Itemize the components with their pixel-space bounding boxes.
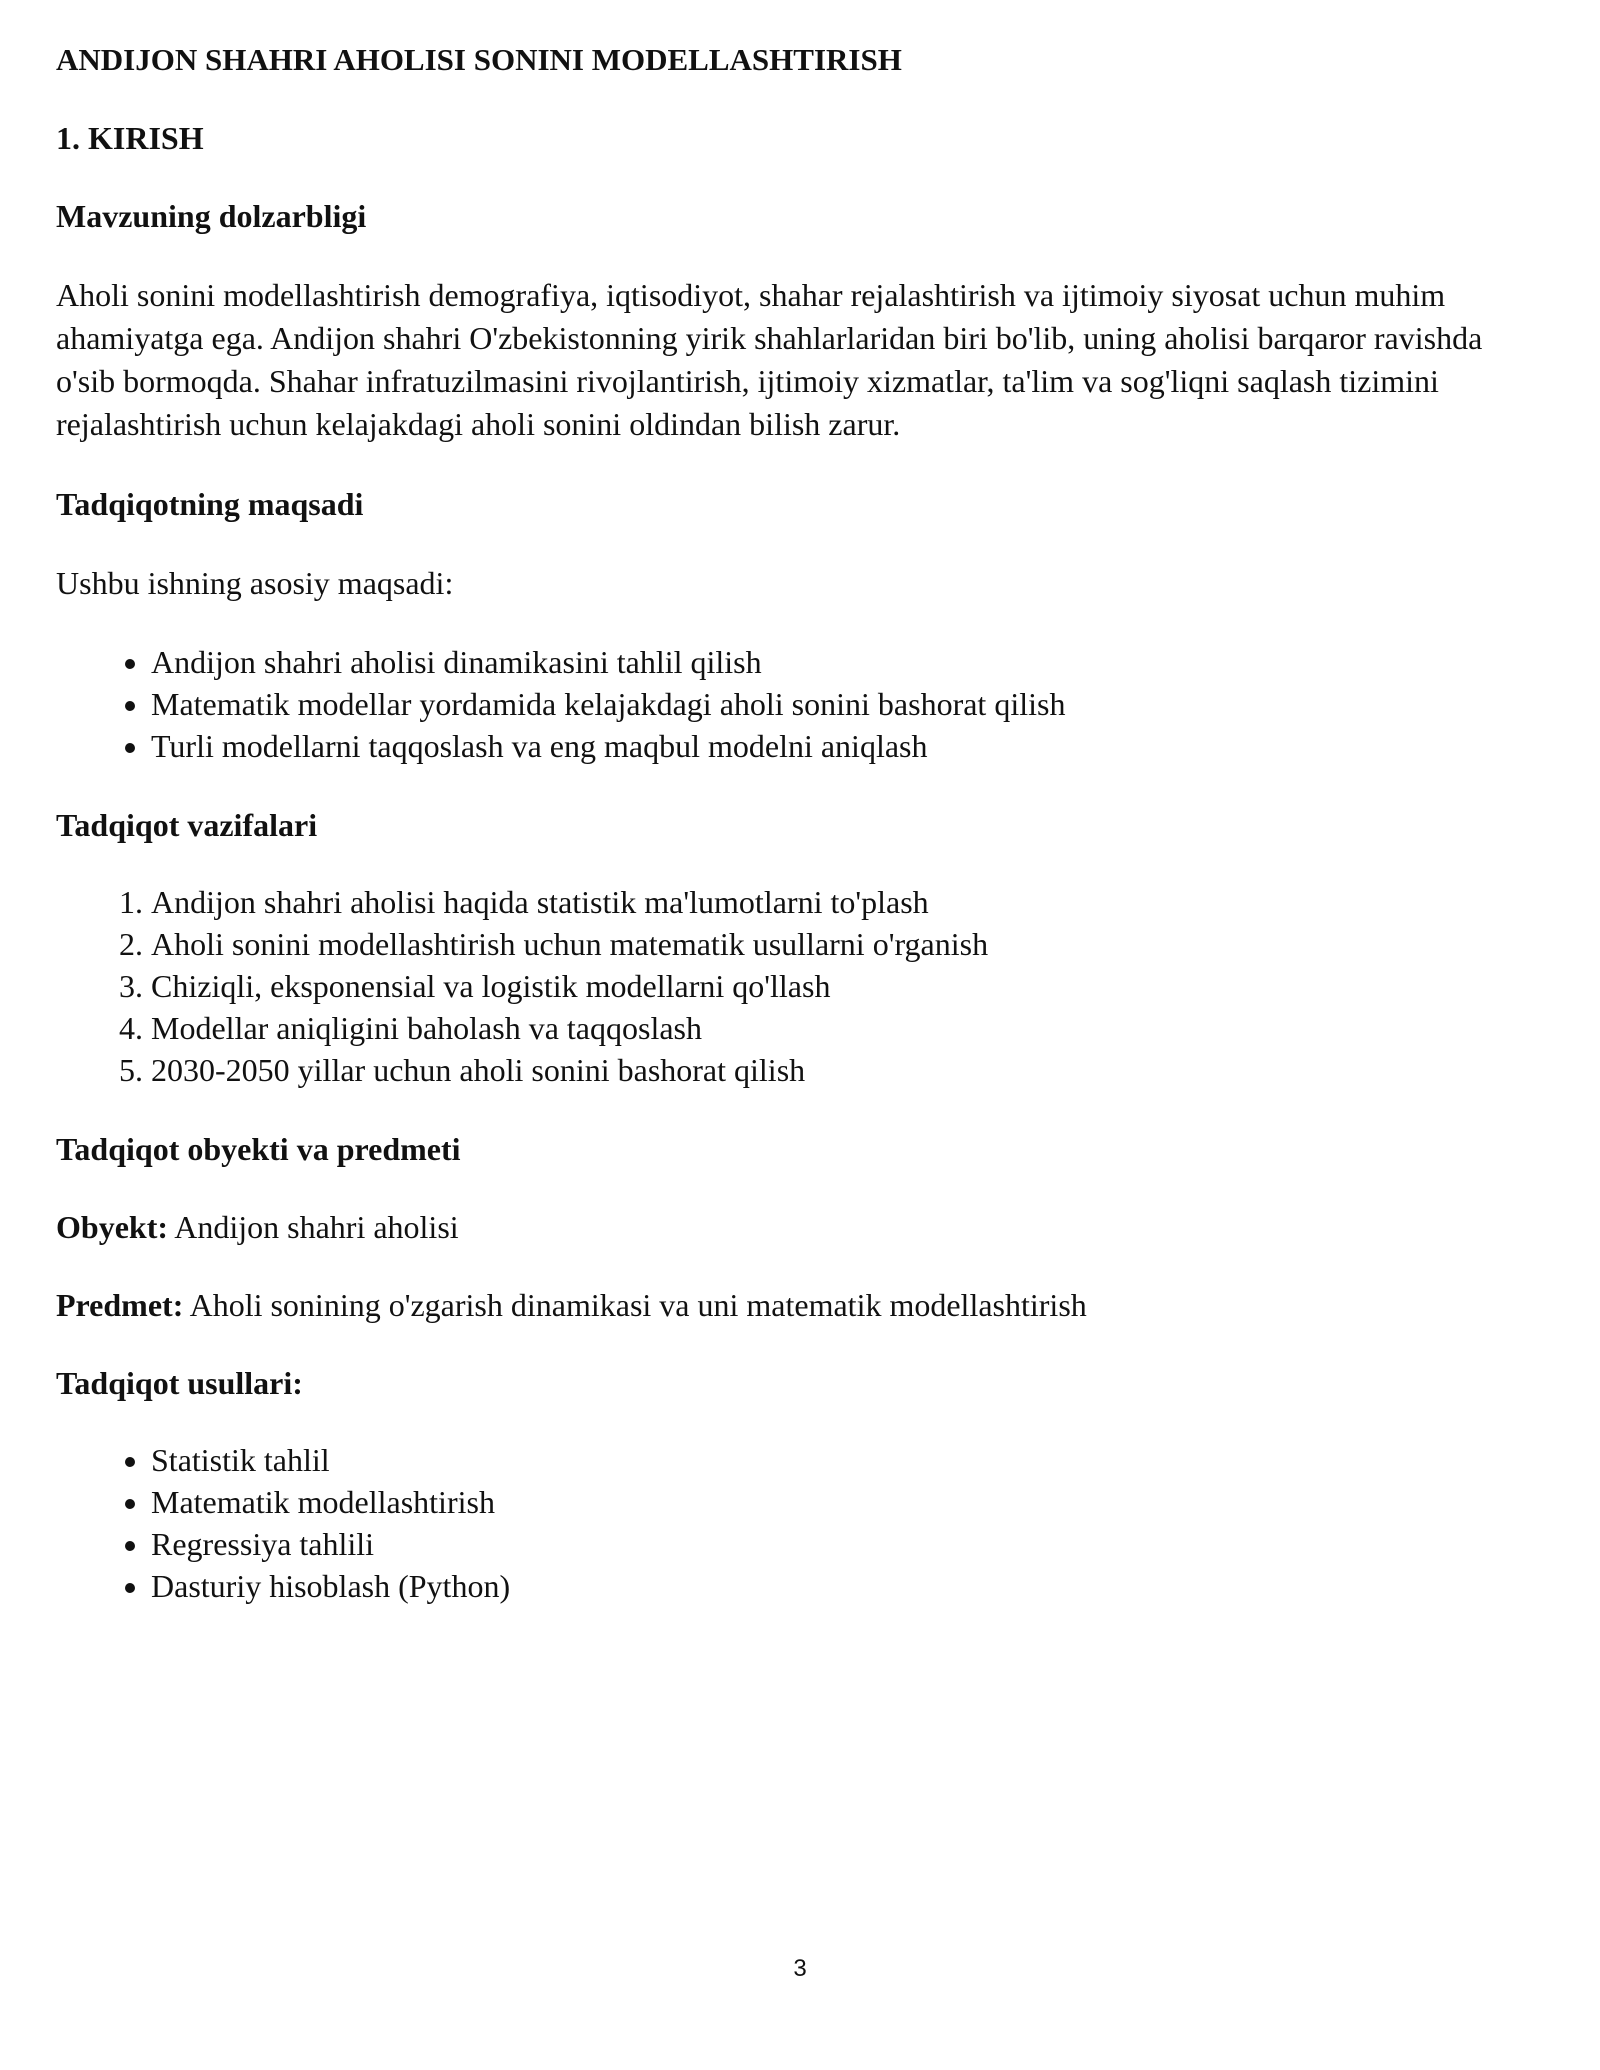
list-item: 1. Andijon shahri aholisi haqida statistik ma'lumotlarni to'plash	[151, 881, 1546, 923]
list-item: 2. Aholi sonini modellashtirish uchun matematik usullarni o'rganish	[151, 923, 1546, 965]
list-item: 3. Chiziqli, eksponensial va logistik modellarni qo'llash	[151, 965, 1546, 1007]
object-label: Obyekt:	[56, 1209, 168, 1245]
relevance-paragraph: Aholi sonini modellashtirish demografiya, iqtisodiyot, shahar rejalashtirish va ijtimoiy siyosat uchun muhim ahamiyatga ega. Andijon shahri O'zbekistonning yirik shahlarlaridan biri bo'lib, uning aholisi barqaror ravishda o'sib bormoqda. Shahar infratuzilmasini rivojlantirish, ijtimoiy xizmatlar, ta'lim va sog'liqni saqlash tizimini rejalashtirish uchun kelajakdagi aholi sonini oldindan bilish zarur.	[56, 277, 1483, 442]
subject-text: Aholi sonining o'zgarish dinamikasi va uni matematik modellashtirish	[183, 1287, 1087, 1323]
document-title: ANDIJON SHAHRI AHOLISI SONINI MODELLASHTIRISH	[56, 42, 902, 77]
page-number: 3	[793, 1955, 807, 1982]
list-item: • Matematik modellar yordamida kelajakdagi aholi sonini bashorat qilish	[151, 683, 1546, 725]
section-title: 1. KIRISH	[56, 120, 204, 156]
subject-label: Predmet:	[56, 1287, 184, 1323]
goal-heading: Tadqiqotning maqsadi	[56, 486, 364, 522]
tasks-list	[56, 881, 1546, 1091]
list-item: • Statistik tahlil	[151, 1439, 1546, 1481]
list-item: 4. Modellar aniqligini baholash va taqqoslash	[151, 1007, 1546, 1049]
list-item: • Turli modellarni taqqoslash va eng maqbul modelni aniqlash	[151, 725, 1546, 767]
document-page	[56, 40, 1546, 1607]
list-item: • Andijon shahri aholisi dinamikasini tahlil qilish	[151, 641, 1546, 683]
list-item: • Dasturiy hisoblash (Python)	[151, 1565, 1546, 1607]
object-line	[56, 1207, 1546, 1247]
object-text: Andijon shahri aholisi	[168, 1209, 459, 1245]
methods-list	[56, 1439, 1546, 1607]
relevance-heading: Mavzuning dolzarbligi	[56, 198, 367, 234]
list-item: 5. 2030-2050 yillar uchun aholi sonini bashorat qilish	[151, 1049, 1546, 1091]
list-item: • Matematik modellashtirish	[151, 1481, 1546, 1523]
methods-heading: Tadqiqot usullari:	[56, 1365, 303, 1401]
goal-intro: Ushbu ishning asosiy maqsadi:	[56, 565, 454, 601]
tasks-heading: Tadqiqot vazifalari	[56, 807, 318, 843]
list-item: • Regressiya tahlili	[151, 1523, 1546, 1565]
object-subject-heading: Tadqiqot obyekti va predmeti	[56, 1131, 461, 1167]
subject-line	[56, 1285, 1546, 1325]
goal-list	[56, 641, 1546, 767]
